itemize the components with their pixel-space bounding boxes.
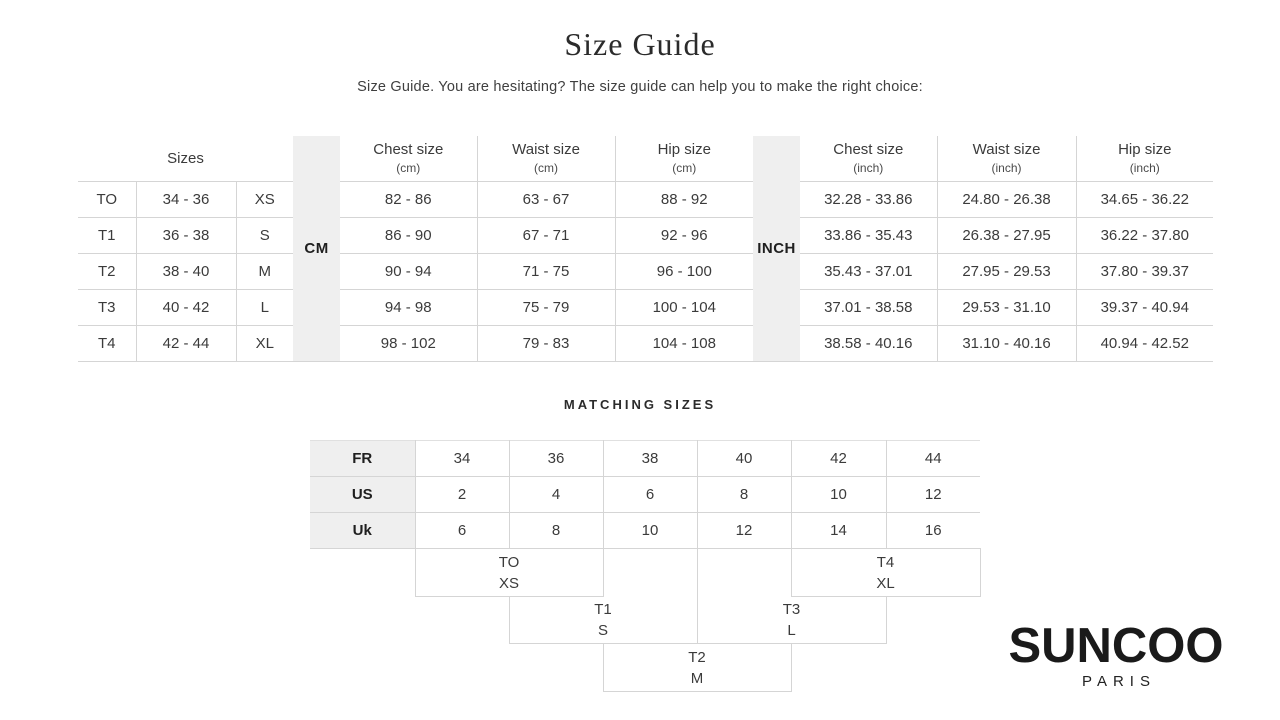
fr-size: 44 (886, 441, 980, 477)
fr-range: 40 - 42 (136, 289, 236, 325)
size-span-to-xs: TO XS (415, 549, 603, 597)
waist-cm: 75 - 79 (477, 289, 615, 325)
waist-inch: 31.10 - 40.16 (937, 325, 1076, 361)
hip-cm: 104 - 108 (615, 325, 753, 361)
waist-inch: 29.53 - 31.10 (937, 289, 1076, 325)
table-row (310, 477, 980, 513)
table-row (78, 325, 1213, 361)
fr-size: 34 (415, 441, 509, 477)
hip-inch: 37.80 - 39.37 (1076, 253, 1213, 289)
page-title: Size Guide (564, 26, 716, 62)
chest-inch: 35.43 - 37.01 (800, 253, 937, 289)
intl-size: XL (236, 325, 293, 361)
fr-size: 38 (603, 441, 697, 477)
fr-size: 40 (697, 441, 791, 477)
waist-inch-header: Waist size (inch) (937, 136, 1076, 181)
brand-logo (996, 619, 1236, 690)
table-row (78, 289, 1213, 325)
chest-cm: 82 - 86 (340, 181, 477, 217)
chest-cm: 86 - 90 (340, 217, 477, 253)
uk-size: 6 (415, 513, 509, 549)
inch-unit-cell: INCH (753, 136, 800, 361)
table-row (78, 181, 1213, 217)
waist-cm: 71 - 75 (477, 253, 615, 289)
waist-cm: 63 - 67 (477, 181, 615, 217)
waist-inch: 27.95 - 29.53 (937, 253, 1076, 289)
matching-sizes-table (310, 440, 981, 692)
uk-size: 16 (886, 513, 980, 549)
hip-inch: 39.37 - 40.94 (1076, 289, 1213, 325)
cm-unit-cell: CM (293, 136, 340, 361)
brand-name: SUNCOO (1008, 619, 1224, 673)
intl-size: M (236, 253, 293, 289)
size-code: T4 (78, 325, 136, 361)
hip-inch: 36.22 - 37.80 (1076, 217, 1213, 253)
size-code: T3 (78, 289, 136, 325)
chest-inch: 32.28 - 33.86 (800, 181, 937, 217)
us-size: 2 (415, 477, 509, 513)
waist-inch: 26.38 - 27.95 (937, 217, 1076, 253)
size-span-t3-l: T3 L (697, 597, 886, 644)
us-size: 6 (603, 477, 697, 513)
hip-cm: 100 - 104 (615, 289, 753, 325)
chest-inch-header: Chest size (inch) (800, 136, 937, 181)
uk-size: 12 (697, 513, 791, 549)
table-row (78, 253, 1213, 289)
hip-cm: 96 - 100 (615, 253, 753, 289)
table-row (310, 513, 980, 549)
chest-cm: 90 - 94 (340, 253, 477, 289)
hip-inch-header: Hip size (inch) (1076, 136, 1213, 181)
hip-inch: 34.65 - 36.22 (1076, 181, 1213, 217)
region-label: Uk (310, 513, 415, 549)
page-subtitle: Size Guide. You are hesitating? The size guide can help you to make the right choice: (357, 79, 923, 95)
hip-cm-header: Hip size (cm) (615, 136, 753, 181)
us-size: 8 (697, 477, 791, 513)
waist-cm: 79 - 83 (477, 325, 615, 361)
uk-size: 8 (509, 513, 603, 549)
fr-range: 36 - 38 (136, 217, 236, 253)
waist-cm-header: Waist size (cm) (477, 136, 615, 181)
fr-range: 34 - 36 (136, 181, 236, 217)
uk-size: 10 (603, 513, 697, 549)
waist-cm: 67 - 71 (477, 217, 615, 253)
size-span-t4-xl: T4 XL (791, 549, 980, 597)
intl-size: XS (236, 181, 293, 217)
waist-inch: 24.80 - 26.38 (937, 181, 1076, 217)
us-size: 4 (509, 477, 603, 513)
fr-size: 42 (791, 441, 886, 477)
chest-inch: 33.86 - 35.43 (800, 217, 937, 253)
chest-cm: 98 - 102 (340, 325, 477, 361)
size-span-t2-m: T2 M (603, 644, 791, 692)
region-label: US (310, 477, 415, 513)
intl-size: S (236, 217, 293, 253)
chest-inch: 37.01 - 38.58 (800, 289, 937, 325)
size-code: T1 (78, 217, 136, 253)
size-span-t1-s: T1 S (509, 597, 697, 644)
uk-size: 14 (791, 513, 886, 549)
sizes-header: Sizes (78, 136, 293, 181)
fr-range: 42 - 44 (136, 325, 236, 361)
table-row (310, 441, 980, 477)
table-row (78, 217, 1213, 253)
us-size: 10 (791, 477, 886, 513)
size-table (78, 136, 1213, 362)
chest-inch: 38.58 - 40.16 (800, 325, 937, 361)
hip-inch: 40.94 - 42.52 (1076, 325, 1213, 361)
size-code: T2 (78, 253, 136, 289)
intl-size: L (236, 289, 293, 325)
matching-sizes-heading: MATCHING SIZES (563, 397, 717, 412)
fr-range: 38 - 40 (136, 253, 236, 289)
hip-cm: 92 - 96 (615, 217, 753, 253)
us-size: 12 (886, 477, 980, 513)
brand-city: PARIS (1082, 673, 1156, 690)
region-label: FR (310, 441, 415, 477)
size-code: TO (78, 181, 136, 217)
hip-cm: 88 - 92 (615, 181, 753, 217)
chest-cm: 94 - 98 (340, 289, 477, 325)
fr-size: 36 (509, 441, 603, 477)
chest-cm-header: Chest size (cm) (340, 136, 477, 181)
